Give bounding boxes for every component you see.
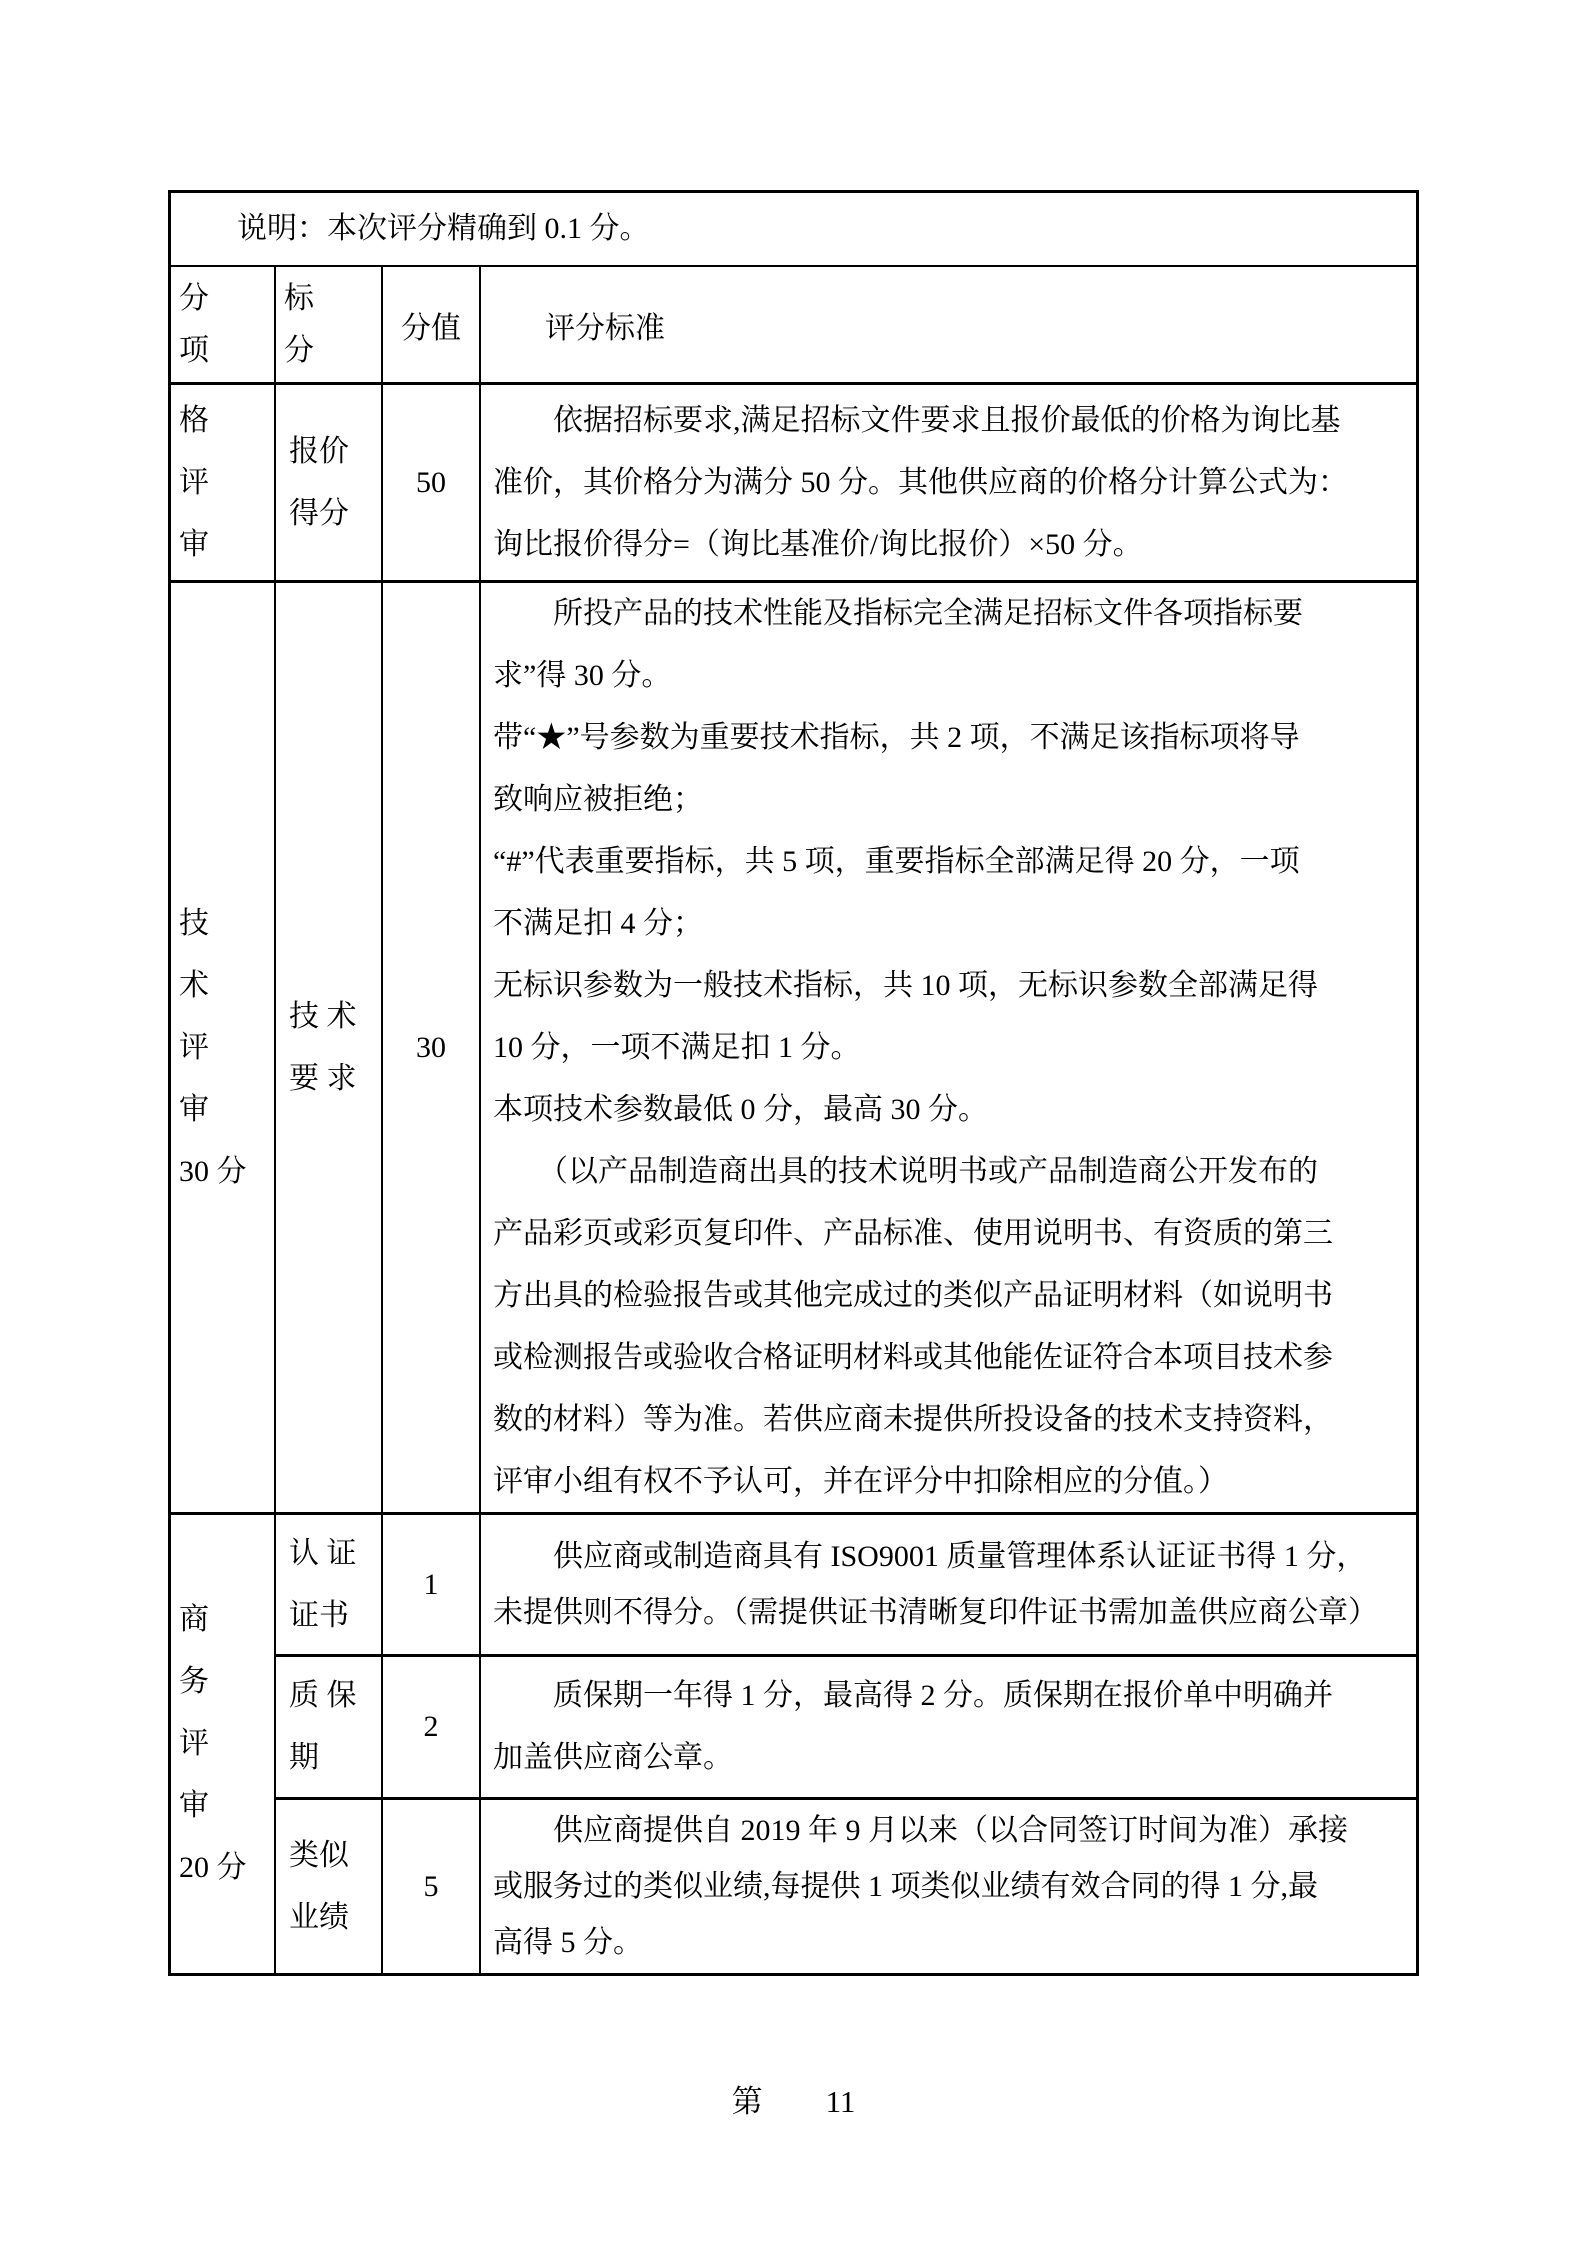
header-scoring-item: 分 项 xyxy=(171,267,276,385)
score-cell-warranty: 2 xyxy=(383,1657,481,1800)
score-cell-certification: 1 xyxy=(383,1515,481,1657)
criteria-cell-technical: 所投产品的技术性能及指标完全满足招标文件各项指标要 求”得 30 分。 带“★”号参数为重要技术指标，共 2 项，不满足该指标项将导 致响应被拒绝； “#”代表重要指标，共 5 项，重要指标全部满足得 20 分，一项 不满足扣 4 分； 无标识参数为一般技术指标，共 10 项，无标识参数全部满足得 10 分，一项不满足扣 1 分。 本项技术参数最低 0 分，最高 30 分。 （以产品制造商出具的技术说明书或产品制造商公开发布的 产品彩页或彩页复印件、产品标准、使用说明书、有资质的第三 方出具的检验报告或其他完成过的类似产品证明材料（如说明书 或检测报告或验收合格证明材料或其他能佐证符合本项目技术参 数的材料）等为准。若供应商未提供所投设备的技术支持资料， 评审小组有权不予认可，并在评分中扣除相应的分值。） xyxy=(481,583,1416,1515)
criteria-cell-warranty: 质保期一年得 1 分，最高得 2 分。质保期在报价单中明确并 加盖供应商公章。 xyxy=(481,1657,1416,1800)
score-cell-price: 50 xyxy=(383,385,481,583)
criteria-cell-similar-performance: 供应商提供自 2019 年 9 月以来（以合同签订时间为准）承接 或服务过的类似业绩,每提供 1 项类似业绩有效合同的得 1 分,最 高得 5 分。 xyxy=(493,1813,1348,1959)
scoring-table xyxy=(168,190,1419,1976)
header-scoring-criteria: 评分标准 xyxy=(481,267,1416,385)
subitem-cell-warranty: 质 保 期 xyxy=(276,1657,383,1800)
criteria-cell-certification: 供应商或制造商具有 ISO9001 质量管理体系认证证书得 1 分， 未提供则不得分。（需提供证书清晰复印件证书需加盖供应商公章） xyxy=(481,1515,1416,1657)
category-cell-price: 格 评 审 xyxy=(171,385,276,583)
page-number: 11 xyxy=(825,2084,856,2119)
category-cell-commercial: 商 务 评 审 20 分 xyxy=(171,1515,276,1973)
category-cell-technical: 技 术 评 审 30 分 xyxy=(171,583,276,1515)
criteria-cell-price: 依据招标要求,满足招标文件要求且报价最低的价格为询比基 准价，其价格分为满分 50 分。其他供应商的价格分计算公式为： 询比报价得分=（询比基准价/询比报价）×50 分。 xyxy=(481,385,1416,583)
page-footer-label: 第 xyxy=(731,2084,763,2119)
note-row xyxy=(171,193,1416,267)
subitem-cell-technical-requirements: 技 术 要 求 xyxy=(276,583,383,1515)
subitem-cell-quotation-score: 报价 得分 xyxy=(276,385,383,583)
score-cell-similar-performance: 5 xyxy=(383,1800,481,1973)
note-text: 说明：本次评分精确到 0.1 分。 xyxy=(237,212,650,245)
subitem-cell-similar-performance: 类似 业绩 xyxy=(276,1800,383,1973)
page-footer xyxy=(0,2076,1587,2121)
score-cell-technical: 30 xyxy=(383,583,481,1515)
header-evaluation-subitem: 标 分 xyxy=(276,267,383,385)
subitem-cell-certification: 认 证 证书 xyxy=(276,1515,383,1657)
header-score-value: 分值 xyxy=(383,267,481,385)
